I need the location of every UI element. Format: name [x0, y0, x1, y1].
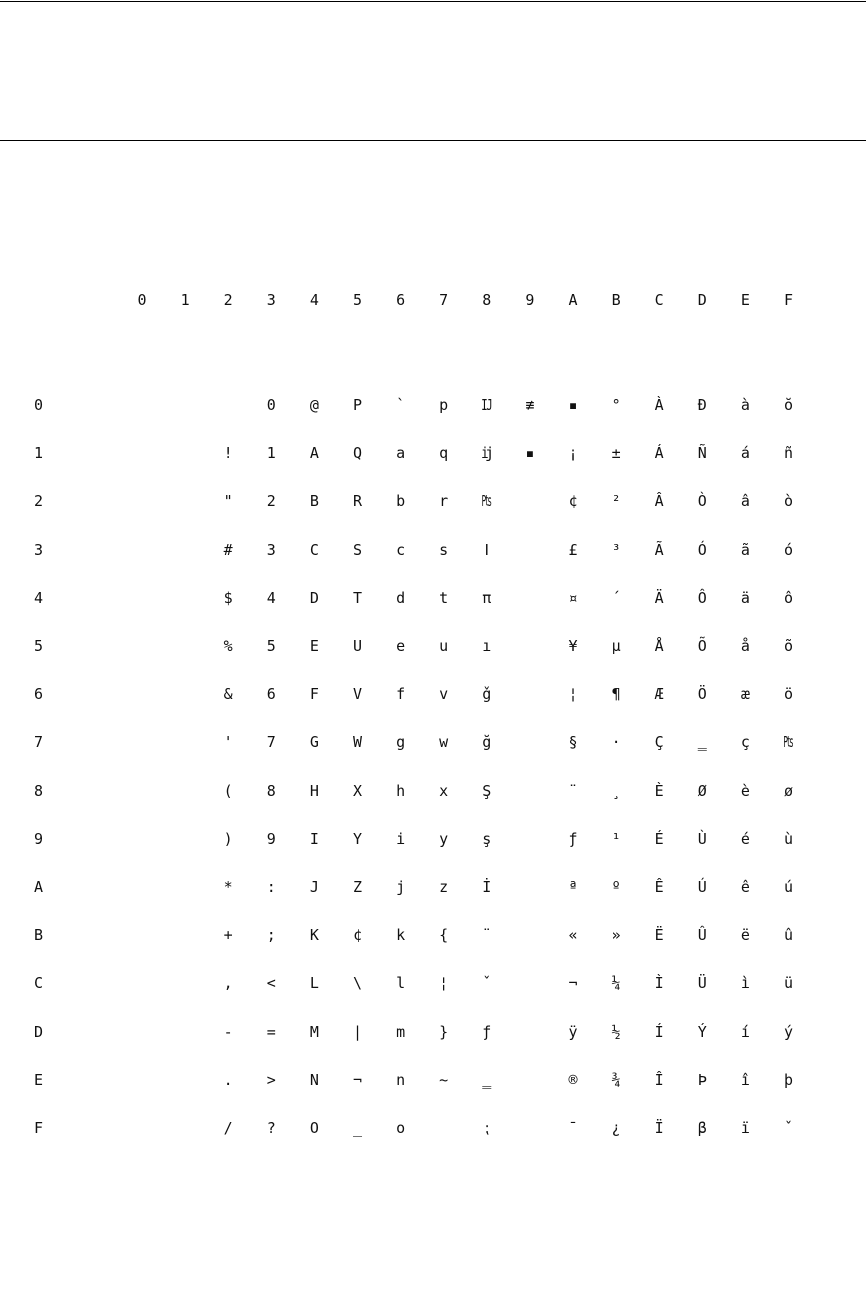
character-cell: ÿ [568, 1022, 578, 1041]
character-cell: ± [611, 444, 621, 463]
row-label: 2 [34, 492, 44, 511]
character-cell: È [654, 781, 664, 800]
character-cell: À [654, 396, 664, 414]
column-header: 6 [396, 291, 406, 309]
character-cell: Þ [697, 1070, 707, 1089]
character-cell: µ [611, 637, 621, 655]
character-cell: ³ [611, 540, 621, 559]
row-label: F [34, 1119, 44, 1137]
character-cell: ä [740, 588, 750, 607]
character-cell: ▪ [568, 396, 578, 414]
character-cell: ¯ [568, 1119, 578, 1137]
character-cell: d [396, 588, 406, 607]
character-cell: ı [482, 637, 492, 655]
header-rule [0, 140, 866, 141]
character-cell: ì [740, 974, 750, 993]
character-cell: ( [223, 781, 233, 800]
character-cell: ¦ [568, 685, 578, 704]
character-cell: Ë [654, 926, 664, 945]
character-cell: ° [611, 396, 621, 414]
character-cell: F [309, 685, 319, 704]
character-cell: ¬ [568, 974, 578, 993]
character-cell: Å [654, 637, 664, 655]
character-cell: Û [697, 926, 707, 945]
character-cell: l [396, 974, 406, 993]
character-cell: ` [396, 396, 406, 414]
column-header: 0 [137, 291, 147, 309]
character-cell: à [740, 396, 750, 414]
column-header: E [740, 291, 750, 309]
character-cell: ş [482, 829, 492, 848]
column-header: B [611, 291, 621, 309]
character-cell: ô [783, 588, 794, 607]
character-cell: í [740, 1022, 750, 1041]
column-header: A [568, 291, 578, 309]
row-label: 5 [34, 637, 44, 655]
row-label: 9 [34, 829, 44, 848]
character-cell: x [439, 781, 449, 800]
character-cell: ⁏ [484, 1119, 490, 1137]
row-label: 4 [34, 588, 44, 607]
character-cell: ' [223, 733, 233, 752]
character-cell: ë [740, 926, 750, 945]
character-cell: D [309, 588, 319, 607]
character-cell: π [482, 588, 492, 607]
character-cell: \ [352, 974, 363, 993]
character-cell: Æ [654, 685, 664, 704]
character-cell: Ç [654, 733, 664, 752]
character-cell: w [439, 733, 449, 752]
character-cell: ˇ [783, 1119, 794, 1137]
column-header: D [697, 291, 707, 309]
character-cell: ? [266, 1119, 276, 1137]
character-cell: e [396, 637, 406, 655]
character-cell: Ö [697, 685, 707, 704]
row-label: 1 [34, 444, 44, 463]
character-cell: v [439, 685, 449, 704]
character-cell: ò [783, 492, 794, 511]
character-cell: ¨ [568, 781, 578, 800]
character-cell: L [309, 974, 319, 993]
character-cell: Ø [697, 781, 707, 800]
character-cell: Ò [697, 492, 707, 511]
character-cell: < [266, 974, 276, 993]
character-cell: ¾ [611, 1070, 621, 1089]
character-cell: ½ [611, 1022, 621, 1041]
character-cell: t [439, 588, 449, 607]
character-cell: g [396, 733, 406, 752]
character-cell: æ [740, 685, 750, 704]
character-cell: Ì [654, 974, 664, 993]
character-cell: ǧ [482, 685, 492, 704]
character-cell: Ş [482, 781, 492, 800]
column-header: 1 [180, 291, 190, 309]
character-cell: ¿ [611, 1119, 621, 1137]
character-cell: y [439, 829, 449, 848]
character-cell: = [266, 1022, 276, 1041]
character-cell: K [309, 926, 319, 945]
character-cell: i [396, 829, 406, 848]
character-cell: ‗ [482, 1070, 492, 1089]
character-cell: ø [783, 781, 794, 800]
character-cell: Ð [697, 396, 707, 414]
character-cell: Ï [654, 1119, 664, 1137]
character-cell: Î [654, 1070, 664, 1089]
row-label: 7 [34, 733, 44, 752]
character-cell: o [396, 1119, 406, 1137]
character-cell: ¢ [568, 492, 578, 511]
character-cell: Ù [697, 829, 707, 848]
column-header: 9 [525, 291, 535, 309]
character-cell: " [223, 492, 233, 511]
character-cell: z [439, 878, 449, 896]
character-cell: V [352, 685, 363, 704]
character-cell: ¼ [611, 974, 621, 993]
character-cell: ã [740, 540, 750, 559]
character-cell: ² [611, 492, 621, 511]
character-cell: ö [783, 685, 794, 704]
character-cell: N [309, 1070, 319, 1089]
character-cell: ‗ [697, 733, 707, 752]
character-cell: T [352, 588, 363, 607]
character-cell: O [309, 1119, 319, 1137]
character-cell: S [352, 540, 363, 559]
character-cell: ƒ [568, 829, 578, 848]
character-cell: Y [352, 829, 363, 848]
character-cell: ¢ [352, 926, 363, 945]
character-cell: G [309, 733, 319, 752]
character-cell: þ [783, 1070, 794, 1089]
character-cell: u [439, 637, 449, 655]
character-cell: 8 [266, 781, 276, 800]
character-cell: Ê [654, 878, 664, 896]
character-cell: Õ [697, 637, 707, 655]
character-cell: ú [783, 878, 794, 896]
character-cell: ¹ [611, 829, 621, 848]
character-cell: } [439, 1022, 449, 1041]
character-cell: ¨ [482, 926, 492, 945]
character-cell: 2 [266, 492, 276, 511]
character-cell: M [309, 1022, 319, 1041]
column-header: 3 [266, 291, 276, 309]
character-cell: Q [352, 444, 363, 463]
row-label: E [34, 1070, 44, 1089]
character-cell: ª [568, 878, 578, 896]
row-label: A [34, 878, 44, 896]
column-header: 8 [482, 291, 492, 309]
row-label: C [34, 974, 44, 993]
character-cell: _ [352, 1119, 363, 1137]
character-cell: ǀ [482, 540, 492, 559]
character-cell: ¶ [611, 685, 621, 704]
character-cell: ç [740, 733, 750, 752]
character-cell: & [223, 685, 233, 704]
row-label: 3 [34, 540, 44, 559]
character-cell: ñ [783, 444, 794, 463]
character-cell: õ [783, 637, 794, 655]
character-cell: ü [783, 974, 794, 993]
character-cell: s [439, 540, 449, 559]
character-cell: º [611, 878, 621, 896]
character-cell: ¬ [352, 1070, 363, 1089]
character-cell: 9 [266, 829, 276, 848]
character-cell: £ [568, 540, 578, 559]
character-cell: Â [654, 492, 664, 511]
character-cell: Ü [697, 974, 707, 993]
character-cell: ŏ [783, 396, 794, 414]
character-cell: û [783, 926, 794, 945]
character-cell: h [396, 781, 406, 800]
character-cell: I [309, 829, 319, 848]
character-cell: : [266, 878, 276, 896]
character-cell: · [611, 733, 621, 752]
character-cell: Ĳ [482, 396, 492, 414]
character-cell: ƒ [482, 1022, 492, 1041]
character-cell: ¤ [568, 588, 578, 607]
character-cell: $ [223, 588, 233, 607]
character-cell: ~ [439, 1070, 449, 1089]
character-cell: § [568, 733, 578, 752]
character-cell: « [568, 926, 578, 945]
character-cell: ₧ [783, 733, 794, 752]
character-cell: ´ [611, 588, 621, 607]
character-cell: q [439, 444, 449, 463]
character-cell: * [223, 878, 233, 896]
character-cell: 1 [266, 444, 276, 463]
character-cell: { [439, 926, 449, 945]
character-cell: P [352, 396, 363, 414]
row-label: B [34, 926, 44, 945]
character-cell: > [266, 1070, 276, 1089]
character-cell: 3 [266, 540, 276, 559]
character-cell: Ñ [697, 444, 707, 463]
character-cell: k [396, 926, 406, 945]
character-cell: Ó [697, 540, 707, 559]
character-cell: 0 [266, 396, 276, 414]
character-cell: ê [740, 878, 750, 896]
column-header: 5 [352, 291, 363, 309]
character-cell: ó [783, 540, 794, 559]
character-cell: » [611, 926, 621, 945]
character-cell: ) [223, 829, 233, 848]
top-rule [0, 1, 866, 2]
character-cell: 7 [266, 733, 276, 752]
character-cell: r [439, 492, 449, 511]
character-cell: ˇ [482, 974, 492, 993]
character-cell: 6 [266, 685, 276, 704]
column-header: 7 [439, 291, 449, 309]
character-cell: f [396, 685, 406, 704]
row-label: D [34, 1022, 44, 1041]
character-cell: ù [783, 829, 794, 848]
character-cell: . [223, 1070, 233, 1089]
character-cell: X [352, 781, 363, 800]
character-cell: å [740, 637, 750, 655]
character-cell: 4 [266, 588, 276, 607]
character-cell: â [740, 492, 750, 511]
character-cell: W [352, 733, 363, 752]
character-cell: ¡ [568, 444, 578, 463]
character-cell: Á [654, 444, 664, 463]
character-cell: ğ [482, 733, 492, 752]
character-cell: | [352, 1022, 363, 1041]
character-cell: ¥ [568, 637, 578, 655]
character-cell: ≢ [525, 396, 535, 414]
character-cell: ! [223, 444, 233, 463]
character-cell: Ý [697, 1022, 707, 1041]
character-cell: - [223, 1022, 233, 1041]
character-cell: ® [568, 1070, 578, 1089]
character-cell: E [309, 637, 319, 655]
character-cell: Z [352, 878, 363, 896]
character-cell: ý [783, 1022, 794, 1041]
row-label: 8 [34, 781, 44, 800]
character-cell: Ú [697, 878, 707, 896]
character-cell: Í [654, 1022, 664, 1041]
character-cell: H [309, 781, 319, 800]
character-cell: b [396, 492, 406, 511]
character-cell: É [654, 829, 664, 848]
character-cell: ï [740, 1119, 750, 1137]
character-cell: n [396, 1070, 406, 1089]
character-cell: # [223, 540, 233, 559]
character-cell: A [309, 444, 319, 463]
character-cell: U [352, 637, 363, 655]
character-cell: İ [482, 878, 492, 896]
column-header: 4 [309, 291, 319, 309]
character-cell: Ã [654, 540, 664, 559]
character-cell: C [309, 540, 319, 559]
column-header: F [783, 291, 794, 309]
character-cell: ¸ [611, 781, 621, 800]
character-cell: î [740, 1070, 750, 1089]
character-cell: è [740, 781, 750, 800]
character-cell: é [740, 829, 750, 848]
column-header: 2 [223, 291, 233, 309]
character-cell: c [396, 540, 406, 559]
character-cell: ĳ [482, 444, 492, 463]
column-header: C [654, 291, 664, 309]
character-cell: ▪ [525, 444, 535, 463]
character-cell: á [740, 444, 750, 463]
character-cell: ¦ [439, 974, 449, 993]
character-cell: @ [309, 396, 319, 414]
character-cell: m [396, 1022, 406, 1041]
character-cell: % [223, 637, 233, 655]
character-cell: p [439, 396, 449, 414]
character-cell: β [697, 1119, 707, 1137]
character-cell: Ä [654, 588, 664, 607]
character-cell: / [223, 1119, 233, 1137]
row-label: 0 [34, 396, 44, 414]
character-cell: Ô [697, 588, 707, 607]
character-cell: R [352, 492, 363, 511]
character-cell: , [223, 974, 233, 993]
character-cell: j [396, 878, 406, 896]
character-cell: B [309, 492, 319, 511]
character-cell: ₧ [482, 492, 492, 511]
character-cell: ; [266, 926, 276, 945]
character-cell: 5 [266, 637, 276, 655]
character-cell: J [309, 878, 319, 896]
row-label: 6 [34, 685, 44, 704]
character-cell: + [223, 926, 233, 945]
character-cell: a [396, 444, 406, 463]
